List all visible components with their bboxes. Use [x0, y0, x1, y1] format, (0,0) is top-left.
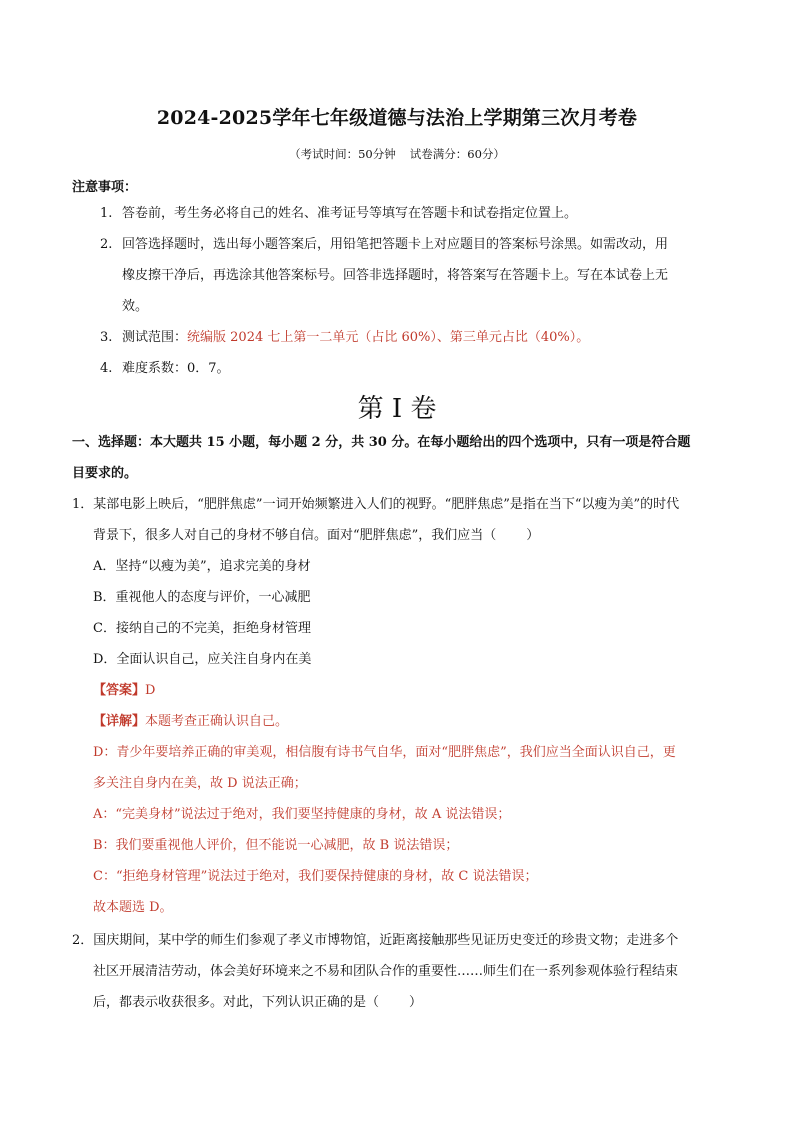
q1-explanation-a: A：“完美身材”说法过于绝对，我们要坚持健康的身材，故 A 说法错误； [93, 807, 511, 822]
q1-explanation-c: C：“拒绝身材管理”说法过于绝对，我们要保持健康的身材，故 C 说法错误； [93, 869, 538, 884]
exam-subtitle [0, 146, 794, 162]
q1-stem: 1．某部电影上映后，“肥胖焦虑”一词开始频繁进入人们的视野。“肥胖焦虑”是指在当下“以瘦为美”的时代 [72, 497, 680, 512]
q1-option-b: B．重视他人的态度与评价，一心减肥 [93, 590, 311, 605]
exam-score: 试卷满分：60分） [409, 147, 505, 161]
q1-option-c: C．接纳自己的不完美，拒绝身材管理 [93, 621, 311, 636]
q1-answer: 【答案】D [93, 683, 156, 698]
section-heading: 一、选择题：本大题共 15 小题，每小题 2 分，共 30 分。在每小题给出的四个选项中，只有一项是符合题 [72, 435, 691, 450]
q1-explanation-d-line2: 多关注自身内在美，故 D 说法正确； [93, 776, 307, 791]
notice-item-2: 2. 回答选择题时，选出每小题答案后，用铅笔把答题卡上对应题目的答案标号涂黑。如需改动，用 [100, 237, 669, 252]
notice-item-2-line2: 橡皮擦干净后，再选涂其他答案标号。回答非选择题时，将答案写在答题卡上。写在本试卷上无 [122, 268, 669, 283]
q1-option-a: A．坚持“以瘦为美”，追求完美的身材 [93, 559, 311, 574]
notice-item-1: 1. 答卷前，考生务必将自己的姓名、准考证号等填写在答题卡和试卷指定位置上。 [100, 206, 578, 221]
q2-stem-line2: 社区开展清洁劳动，体会美好环境来之不易和团队合作的重要性……师生们在一系列参观体验行程结束 [93, 964, 679, 979]
test-scope: 统编版 2024 七上第一二单元（占比 60%）、第三单元占比（40%）。 [187, 330, 590, 345]
section-heading-line2: 目要求的。 [72, 466, 138, 481]
q1-stem-line2: 背景下，很多人对自己的身材不够自信。面对“肥胖焦虑”，我们应当（ ） [93, 528, 540, 543]
volume-title: 第 I 卷 [357, 394, 437, 424]
notice-item-2-line3: 效。 [122, 299, 149, 314]
notice-item-3: 3. 测试范围：统编版 2024 七上第一二单元（占比 60%）、第三单元占比（40%）。 [100, 330, 590, 345]
q2-stem: 2．国庆期间，某中学的师生们参观了孝义市博物馆，近距离接触那些见证历史变迁的珍贵文物；走进多个 [72, 933, 679, 948]
notice-heading: 注意事项： [72, 180, 138, 195]
exam-title: 2024-2025学年七年级道德与法治上学期第三次月考卷 [156, 107, 638, 129]
exam-time: （考试时间：50分钟 [289, 147, 396, 161]
notice-item-4: 4. 难度系数：0．7。 [100, 361, 230, 376]
q1-explanation-d: D：青少年要培养正确的审美观，相信腹有诗书气自华，面对“肥胖焦虑”，我们应当全面认识自己，更 [93, 745, 676, 760]
q1-detail: 【详解】本题考查正确认识自己。 [93, 714, 289, 729]
q1-explanation-b: B：我们要重视他人评价，但不能说一心减肥，故 B 说法错误； [93, 838, 459, 853]
q1-conclusion: 故本题选 D。 [93, 900, 173, 915]
q2-stem-line3: 后，都表示收获很多。对此，下列认识正确的是（ ） [93, 995, 423, 1010]
q1-option-d: D．全面认识自己，应关注自身内在美 [93, 652, 312, 667]
